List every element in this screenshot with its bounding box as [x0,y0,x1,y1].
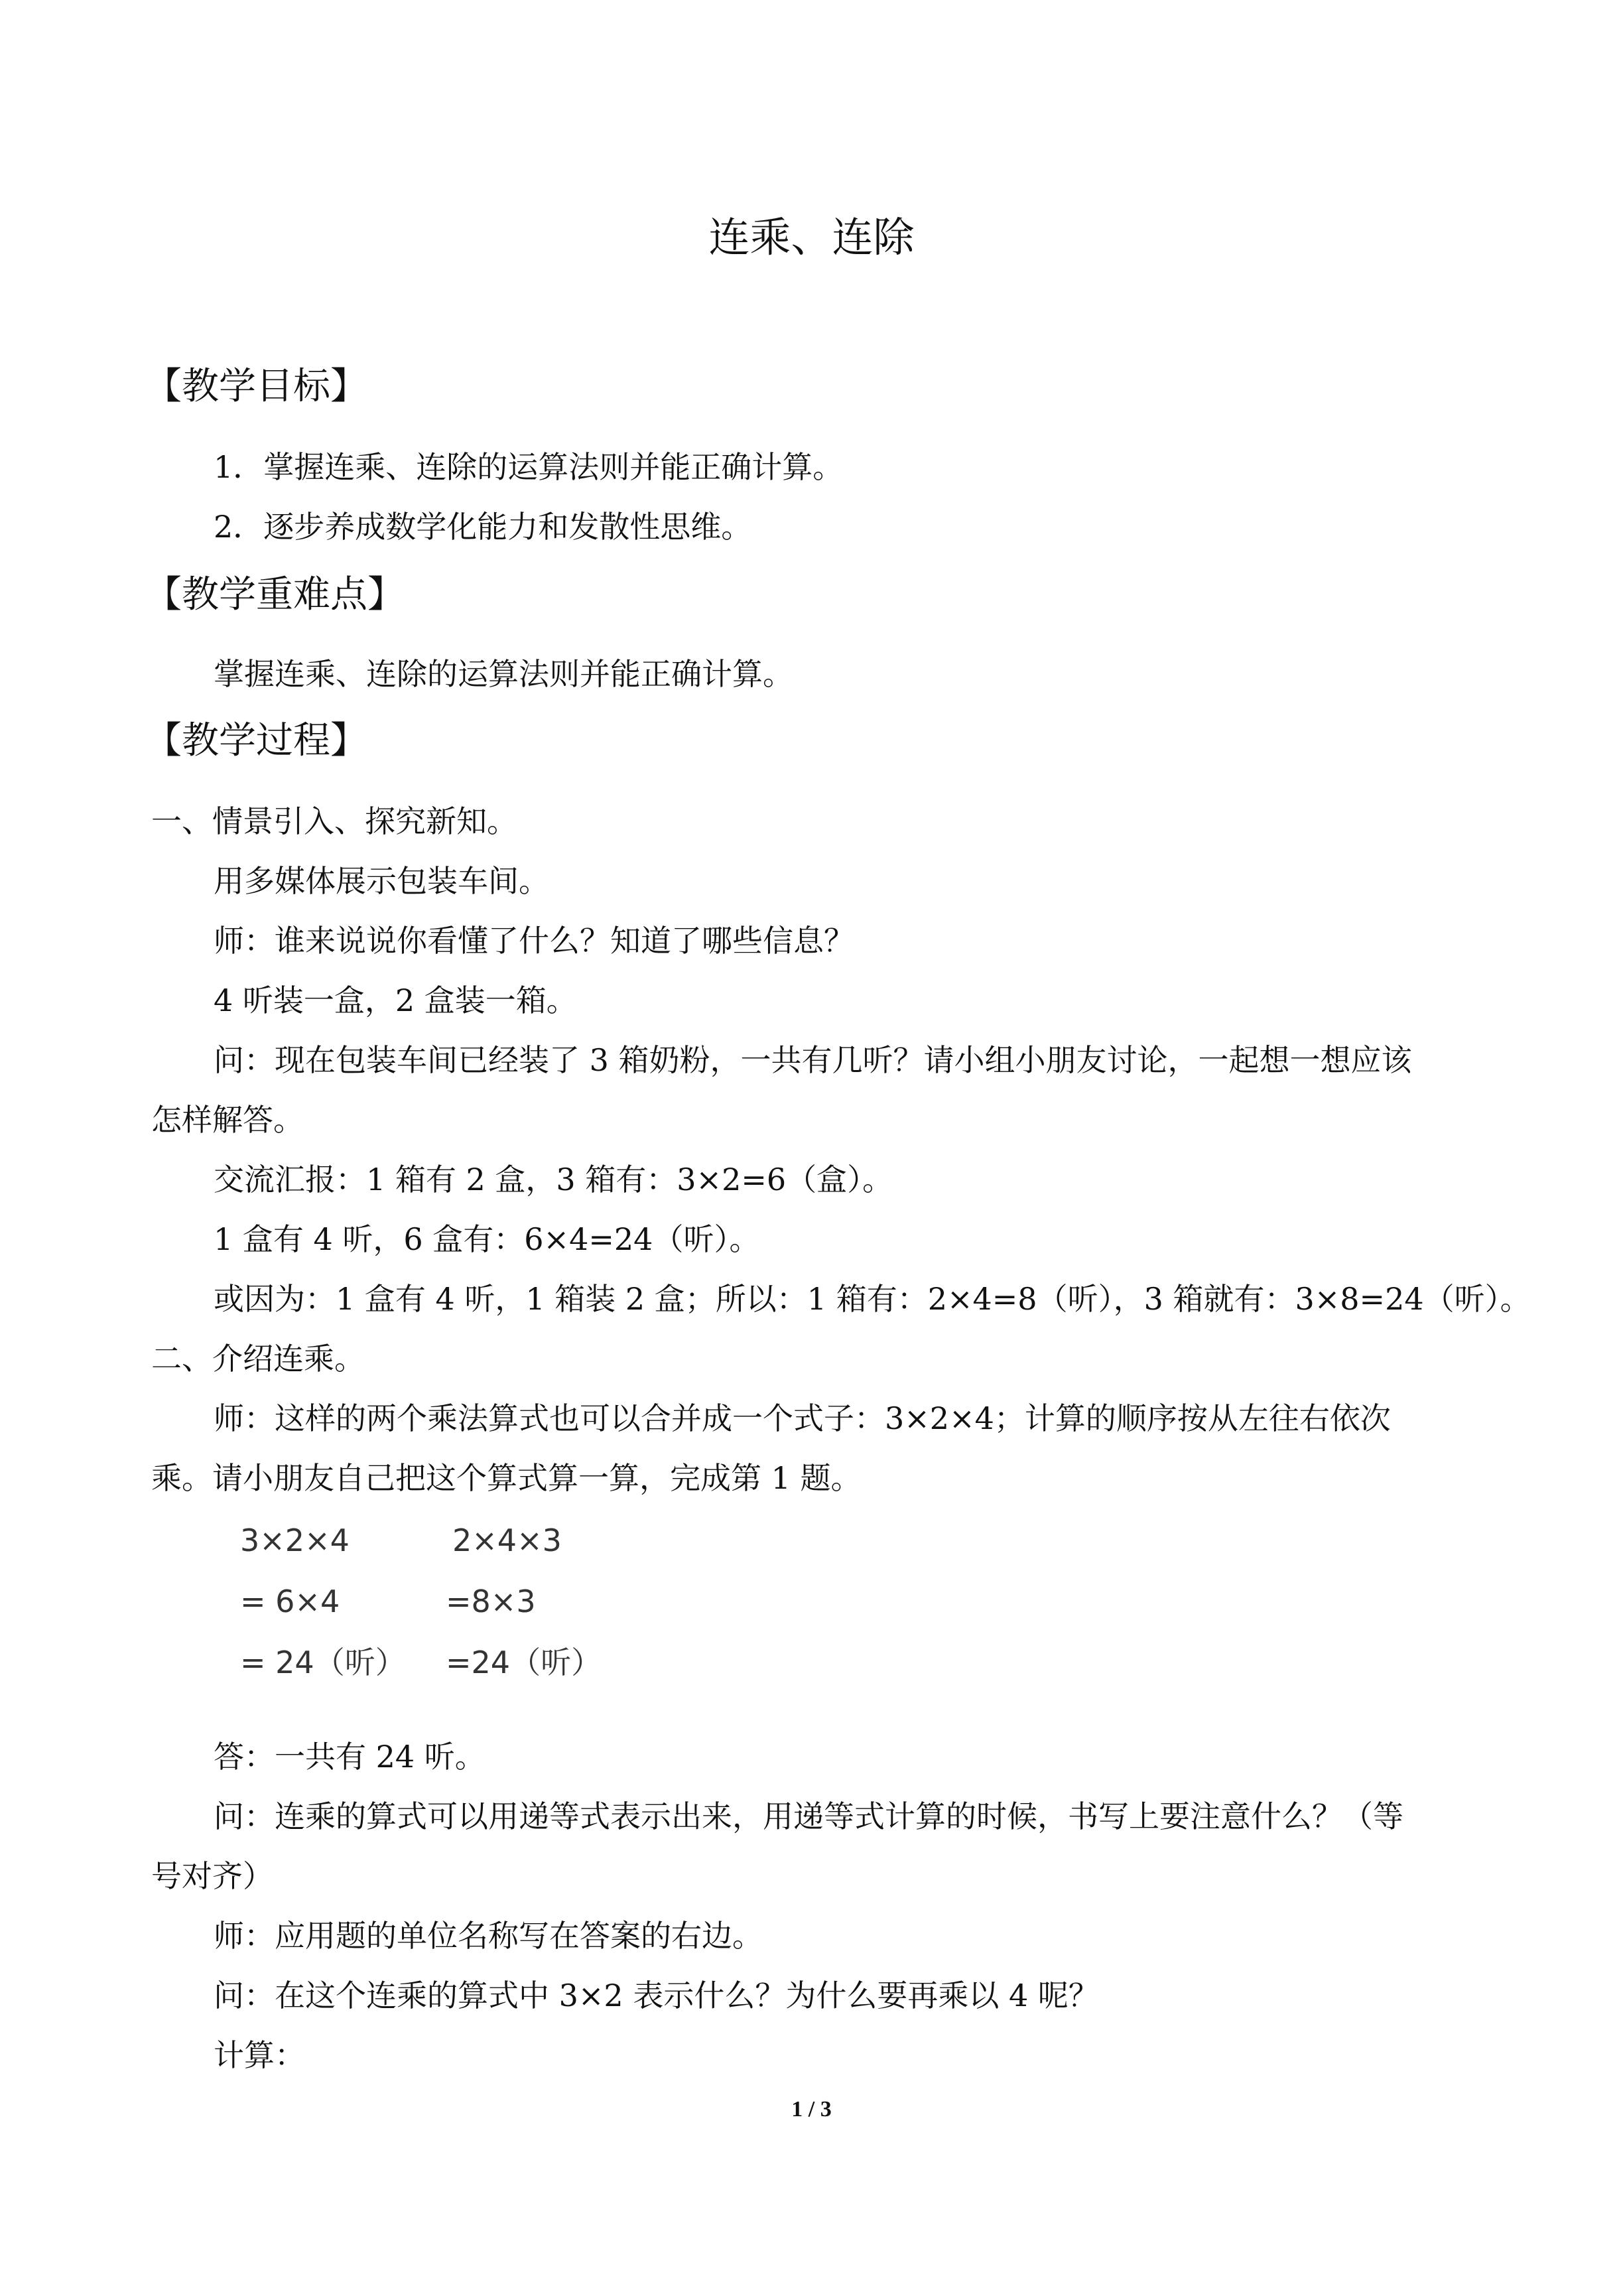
process-heading: 【教学过程】 [145,719,367,762]
objectives-heading: 【教学目标】 [145,365,367,408]
process-paragraph: 计算： [214,2037,305,2073]
process-paragraph: 问：连乘的算式可以用递等式表示出来，用递等式计算的时候，书写上要注意什么？（等 [214,1798,1403,1834]
part2-title: 二、介绍连乘。 [151,1341,365,1377]
process-paragraph: 4 听装一盒，2 盒装一箱。 [214,982,577,1018]
page-number: 1 / 3 [791,2097,832,2122]
calc-right-line-2: =8×3 [446,1584,536,1619]
calc-right-line-1: 2×4×3 [452,1522,562,1558]
process-paragraph: 答：一共有 24 听。 [214,1739,486,1775]
calc-left-line-2: = 6×4 [240,1584,340,1619]
process-paragraph: 乘。请小朋友自己把这个算式算一算，完成第 1 题。 [151,1460,862,1496]
process-paragraph: 问：现在包装车间已经装了 3 箱奶粉，一共有几听？请小组小朋友讨论，一起想一想应该 [214,1042,1412,1078]
page-title: 连乘、连除 [708,213,915,261]
keypoints-heading: 【教学重难点】 [145,573,405,616]
calc-left-line-1: 3×2×4 [240,1522,350,1558]
process-paragraph: 交流汇报：1 箱有 2 盒，3 箱有：3×2=6（盒）。 [214,1162,893,1197]
objective-2: 2．逐步养成数学化能力和发散性思维。 [214,509,752,545]
keypoints-text: 掌握连乘、连除的运算法则并能正确计算。 [214,656,793,692]
process-paragraph: 师：应用题的单位名称写在答案的右边。 [214,1918,763,1954]
process-paragraph: 号对齐） [151,1858,273,1894]
process-paragraph: 1 盒有 4 听，6 盒有：6×4=24（听）。 [214,1221,760,1257]
objective-1: 1．掌握连乘、连除的运算法则并能正确计算。 [214,449,844,485]
calc-right-line-3: =24（听） [446,1645,602,1680]
process-paragraph: 或因为：1 盒有 4 听，1 箱装 2 盒；所以：1 箱有：2×4=8（听），3 箱就有：3×8=24（听）。 [214,1281,1531,1317]
process-paragraph: 用多媒体展示包装车间。 [214,863,549,899]
calc-left-line-3: = 24（听） [240,1645,406,1680]
process-paragraph: 怎样解答。 [151,1102,304,1138]
part1-title: 一、情景引入、探究新知。 [151,803,517,839]
process-paragraph: 师：谁来说说你看懂了什么？知道了哪些信息？ [214,923,854,959]
process-paragraph: 问：在这个连乘的算式中 3×2 表示什么？为什么要再乘以 4 呢？ [214,1978,1099,2013]
process-paragraph: 师：这样的两个乘法算式也可以合并成一个式子：3×2×4；计算的顺序按从左往右依次 [214,1400,1391,1436]
